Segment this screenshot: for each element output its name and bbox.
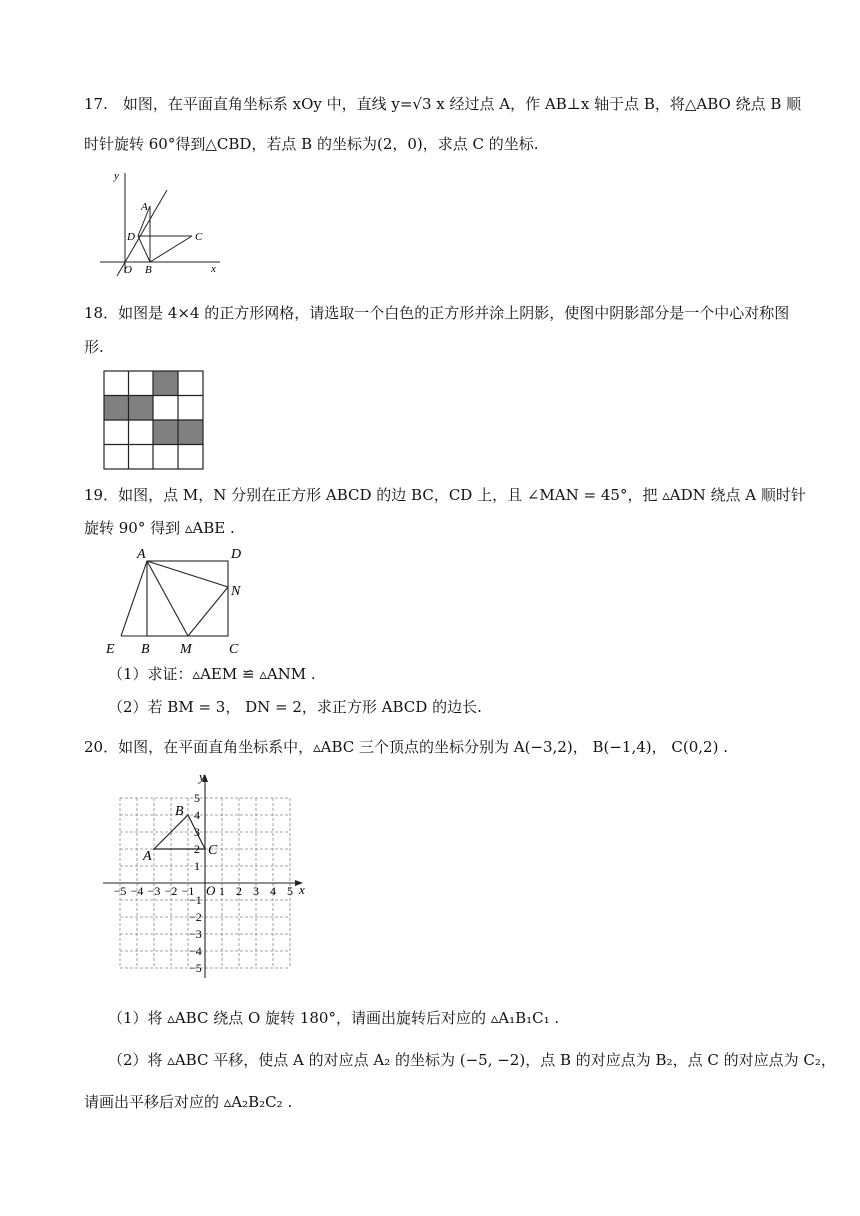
q19-label-N: N xyxy=(231,584,241,599)
q20-x-tick: 5 xyxy=(287,884,293,898)
q18-text-line2: 形. xyxy=(84,338,104,356)
q19-text-line2: 旋转 90° 得到 ▵ABE . xyxy=(84,519,235,537)
q19-square-ABCD xyxy=(147,561,228,636)
q20-x-tick: −3 xyxy=(147,884,161,898)
q20-label-O: O xyxy=(206,883,216,898)
q18-shaded-cell xyxy=(153,420,178,445)
q18-shaded-cell xyxy=(104,396,129,421)
q17-label-D: D xyxy=(127,231,135,243)
q20-x-tick: 3 xyxy=(253,884,259,898)
q20-part1: （1）将 ▵ABC 绕点 O 旋转 180°，请画出旋转后对应的 ▵A₁B₁C₁ . xyxy=(108,1009,560,1027)
q20-x-tick: 4 xyxy=(270,884,276,898)
q19-segment-MN xyxy=(188,587,228,636)
q20-y-tick: 1 xyxy=(194,859,200,873)
q20-y-tick: 5 xyxy=(194,791,200,805)
q19-text-line1: 19．如图，点 M，N 分别在正方形 ABCD 的边 BC，CD 上，且 ∠MAN = 45°，把 ▵ADN 绕点 A 顺时针 xyxy=(84,486,806,504)
q17-text-line2: 时针旋转 60°得到△CBD，若点 B 的坐标为(2，0)，求点 C 的坐标. xyxy=(84,135,539,153)
q20-y-tick: 2 xyxy=(194,842,200,856)
q18-grid-figure xyxy=(103,370,205,470)
q17-label-C: C xyxy=(195,231,203,243)
q20-y-tick: −5 xyxy=(189,961,202,975)
q20-x-tick-labels xyxy=(114,884,293,898)
q19-label-B: B xyxy=(141,642,150,655)
q18-grid-lines xyxy=(104,371,203,469)
q17-label-A: A xyxy=(141,201,148,213)
q17-label-O: O xyxy=(124,264,132,276)
q19-label-E: E xyxy=(106,642,115,655)
q17-text-line1: 17. 如图，在平面直角坐标系 xOy 中，直线 y=√3 x 经过点 A，作 AB⊥x 轴于点 B，将△ABO 绕点 B 顺 xyxy=(84,95,802,113)
q20-label-C: C xyxy=(208,843,218,858)
q19-part2: （2）若 BM = 3， DN = 2，求正方形 ABCD 的边长. xyxy=(108,698,482,716)
q20-label-B: B xyxy=(175,804,184,819)
q18-text-line1: 18．如图是 4×4 的正方形网格，请选取一个白色的正方形并涂上阴影，使图中阴影部分是一个中心对称图 xyxy=(84,304,790,322)
q19-figure xyxy=(100,543,260,655)
q20-x-tick: −5 xyxy=(113,884,127,898)
q20-x-tick: −2 xyxy=(164,884,178,898)
q18-shaded-cell xyxy=(129,396,154,421)
q20-y-tick: −4 xyxy=(189,944,202,958)
q20-y-tick: −3 xyxy=(189,927,202,941)
q18-shaded-cell xyxy=(153,371,178,396)
q20-x-tick: −4 xyxy=(130,884,144,898)
q20-y-tick: −1 xyxy=(189,893,202,907)
q17-label-x: x xyxy=(211,263,216,275)
q19-label-D: D xyxy=(231,547,242,562)
q19-label-C: C xyxy=(229,642,239,655)
q20-y-tick: 4 xyxy=(194,808,200,822)
q20-x-tick: −1 xyxy=(181,884,195,898)
q19-segment-AE xyxy=(121,561,147,636)
q20-y-tick: −2 xyxy=(189,910,202,924)
q17-figure xyxy=(95,168,225,280)
q20-label-y: y xyxy=(199,769,205,784)
q20-x-tick: 2 xyxy=(236,884,242,898)
q17-segment-DB xyxy=(138,236,150,262)
q19-part1: （1）求证：▵AEM ≌ ▵ANM . xyxy=(108,665,316,683)
q20-text-line1: 20．如图，在平面直角坐标系中，▵ABC 三个顶点的坐标分别为 A(−3,2)， B(−1,4)， C(0,2) . xyxy=(84,738,728,756)
q20-y-tick: 3 xyxy=(194,825,200,839)
q20-label-x: x xyxy=(299,882,305,897)
q19-label-M: M xyxy=(180,642,192,655)
q20-x-tick: 1 xyxy=(219,884,225,898)
q17-label-B: B xyxy=(145,264,152,276)
q20-coordinate-figure xyxy=(100,768,320,980)
q17-label-y: y xyxy=(114,170,119,182)
q20-part2-line1: （2）将 ▵ABC 平移，使点 A 的对应点 A₂ 的坐标为 (−5, −2)，点 B 的对应点为 B₂，点 C 的对应点为 C₂， xyxy=(108,1051,836,1069)
q20-part2-line2: 请画出平移后对应的 ▵A₂B₂C₂ . xyxy=(84,1093,293,1111)
q17-segment-BC xyxy=(150,236,192,262)
q18-shaded-cell xyxy=(178,420,203,445)
q19-label-A: A xyxy=(137,547,146,562)
q20-label-A: A xyxy=(143,849,152,864)
